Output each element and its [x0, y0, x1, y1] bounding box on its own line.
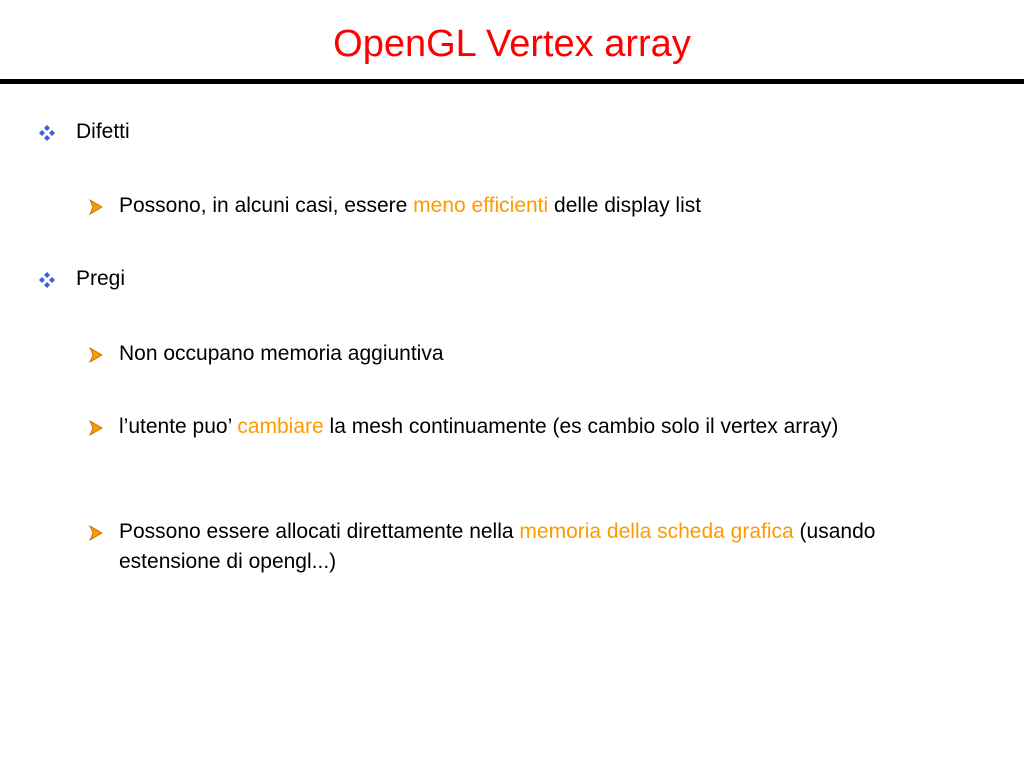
list-item-text [119, 412, 958, 442]
four-diamond-bullet-icon [36, 118, 76, 146]
item-highlight: memoria della scheda grafica [519, 520, 794, 543]
item-highlight: meno efficienti [413, 194, 549, 217]
section-heading-pregi [36, 265, 125, 293]
item-text-part: Possono essere allocati direttamente nella [119, 520, 520, 543]
item-text-part: la mesh continuamente (es cambio solo il vertex array) [323, 415, 839, 438]
list-item [88, 339, 958, 369]
four-diamond-bullet-icon [36, 265, 76, 293]
item-text-part: delle display list [548, 194, 702, 217]
section-heading-difetti [36, 118, 130, 146]
list-item [88, 412, 958, 442]
arrowhead-bullet-icon [88, 339, 119, 369]
arrowhead-bullet-icon [88, 191, 119, 221]
list-item-text [119, 191, 958, 221]
slide-title: OpenGL Vertex array [333, 23, 691, 65]
item-highlight: cambiare [237, 415, 324, 438]
list-item-text [119, 339, 958, 369]
arrowhead-bullet-icon [88, 517, 119, 547]
list-item-text [119, 517, 958, 577]
section-heading-label: Difetti [76, 120, 130, 143]
item-text-part: (usando estensione di opengl...) [119, 520, 876, 573]
section-heading-label: Pregi [76, 267, 126, 290]
list-item [88, 191, 958, 221]
item-text-part: Possono, in alcuni casi, essere [119, 194, 414, 217]
title-divider [0, 79, 1024, 84]
arrowhead-bullet-icon [88, 412, 119, 442]
list-item [88, 517, 958, 577]
item-text-part: Non occupano memoria aggiuntiva [119, 342, 444, 365]
item-text-part: l’utente puo’ [119, 415, 238, 438]
